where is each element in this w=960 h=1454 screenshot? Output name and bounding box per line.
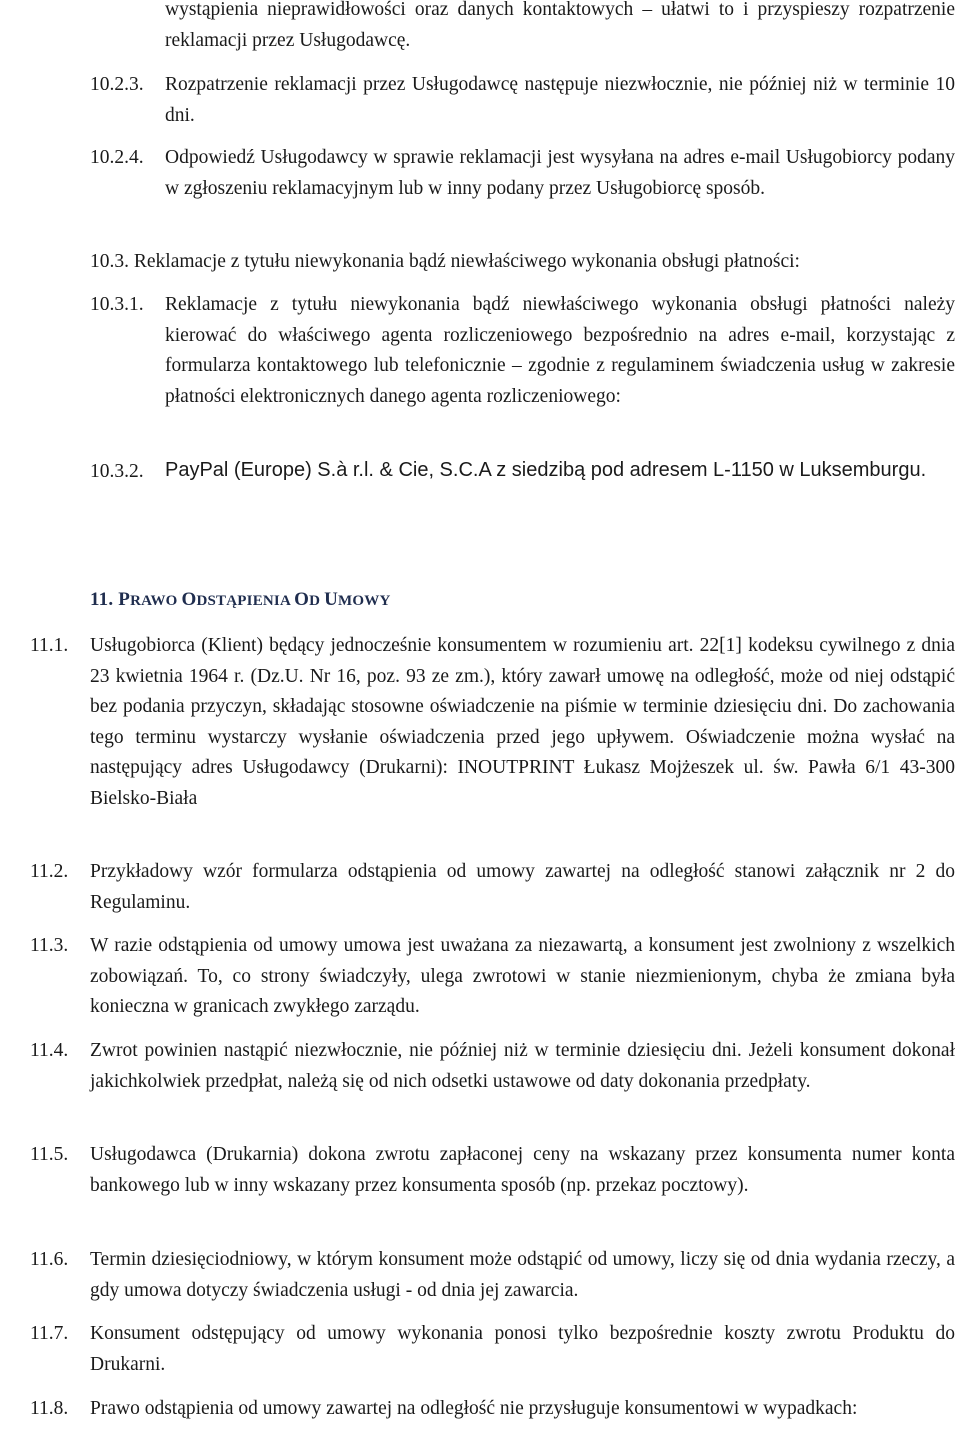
paragraph-number: 11.1. [30,635,69,656]
paragraph-11-4 [30,1036,955,1097]
paragraph-number: 11.5. [30,1144,69,1165]
paragraph-text: Prawo odstąpienia od umowy zawartej na odległość nie przysługuje konsumentowi w wypadkach: [90,1398,858,1419]
heading-title: PRAWO ODSTĄPIENIA OD UMOWY [118,589,391,610]
paragraph-number: 11.3. [30,935,69,956]
paragraph-number: 11.8. [30,1398,69,1419]
paragraph-text: Usługobiorca (Klient) będący jednocześnie konsumentem w rozumieniu art. 22[1] kodeksu cywilnego z dnia 23 kwietnia 1964 r. (Dz.U. Nr 16, poz. 93 ze zm.), który zawarł umowę na odległość, może od niej odstąpić bez podania przyczyn, składając stosowne oświadczenie na piśmie w terminie dziesięciu dni. Do zachowania tego terminu wystarczy wysłanie oświadczenia przed jego upływem. Oświadczenie można wysłać na następujący adres Usługodawcy (Drukarni): INOUTPRINT Łukasz Mojżeszek ul. św. Pawła 6/1 43-300 Bielsko-Biała [90,635,955,809]
paragraph-11-2 [30,857,955,918]
paragraph-text: Reklamacje z tytułu niewykonania bądź niewłaściwego wykonania obsługi płatności należy kierować do właściwego agenta rozliczeniowego bezpośrednio na adres e-mail, korzystając z formularza kontaktowego lub telefonicznie – zgodnie z regulaminem świadczenia usług w zakresie płatności elektronicznych danego agenta rozliczeniowego: [165,294,955,407]
paragraph-text: Usługodawca (Drukarnia) dokona zwrotu zapłaconej ceny na wskazany przez konsumenta numer konta bankowego lub w inny wskazany przez konsumenta sposób (np. przekaz pocztowy). [90,1144,955,1196]
paragraph-number: 10.3.1. [90,294,144,315]
paragraph-number: 11.6. [30,1249,69,1270]
section-heading-11 [90,589,391,611]
paragraph-text: Konsument odstępujący od umowy wykonania ponosi tylko bezpośrednie koszty zwrotu Produktu do Drukarni. [90,1323,955,1375]
paragraph-number: 10.3. [90,251,134,272]
paragraph-text: Termin dziesięciodniowy, w którym konsument może odstąpić od umowy, liczy się od dnia wydania rzeczy, a gdy umowa dotyczy świadczenia usługi - od dnia jej zawarcia. [90,1249,955,1301]
paragraph-number: 10.2.4. [90,147,144,168]
paragraph-text: wystąpienia nieprawidłowości oraz danych kontaktowych – ułatwi to i przyspieszy rozpatrzenie reklamacji przez Usługodawcę. [165,0,955,51]
paragraph-text: PayPal (Europe) S.à r.l. & Cie, S.C.A z siedzibą pod adresem L-1150 w Luksemburgu. [165,459,927,481]
paragraph-text: Rozpatrzenie reklamacji przez Usługodawcę następuje niezwłocznie, nie później niż w terminie 10 dni. [165,74,955,126]
paragraph-text: Przykładowy wzór formularza odstąpienia od umowy zawartej na odległość stanowi załącznik nr 2 do Regulaminu. [90,861,955,913]
heading-number: 11. [90,589,114,610]
paragraph-11-3 [30,931,955,1023]
paragraph-number: 10.3.2. [90,461,144,482]
paragraph-10-2-3 [90,70,955,131]
paragraph-number: 11.7. [30,1323,69,1344]
paragraph-11-7 [30,1319,955,1380]
paragraph-10-3-1 [90,290,955,412]
paragraph-10-2-4 [90,143,955,204]
paragraph-11-1 [30,631,955,814]
paragraph-10-3-2 [90,455,955,486]
paragraph-text: Reklamacje z tytułu niewykonania bądź niewłaściwego wykonania obsługi płatności: [133,251,800,272]
paragraph-10-3 [90,247,955,278]
paragraph-text: Odpowiedź Usługodawcy w sprawie reklamacji jest wysyłana na adres e-mail Usługobiorcy podany w zgłoszeniu reklamacyjnym lub w inny podany przez Usługobiorcę sposób. [165,147,955,199]
paragraph-10-2-2-continuation [165,0,955,56]
paragraph-11-6 [30,1245,955,1306]
paragraph-text: Zwrot powinien nastąpić niezwłocznie, nie później niż w terminie dziesięciu dni. Jeżeli konsument dokonał jakichkolwiek przedpłat, należą się od nich odsetki ustawowe od daty dokonania przedpłaty. [90,1040,955,1092]
paragraph-number: 11.4. [30,1040,69,1061]
paragraph-11-8 [30,1394,955,1425]
paragraph-text: W razie odstąpienia od umowy umowa jest uważana za niezawartą, a konsument jest zwolniony z wszelkich zobowiązań. To, co strony świadczyły, ulega zwrotowi w stanie niezmienionym, chyba że zmiana była konieczna w granicach zwykłego zarządu. [90,935,955,1017]
paragraph-11-5 [30,1140,955,1201]
paragraph-number: 10.2.3. [90,74,144,95]
paragraph-number: 11.2. [30,861,69,882]
